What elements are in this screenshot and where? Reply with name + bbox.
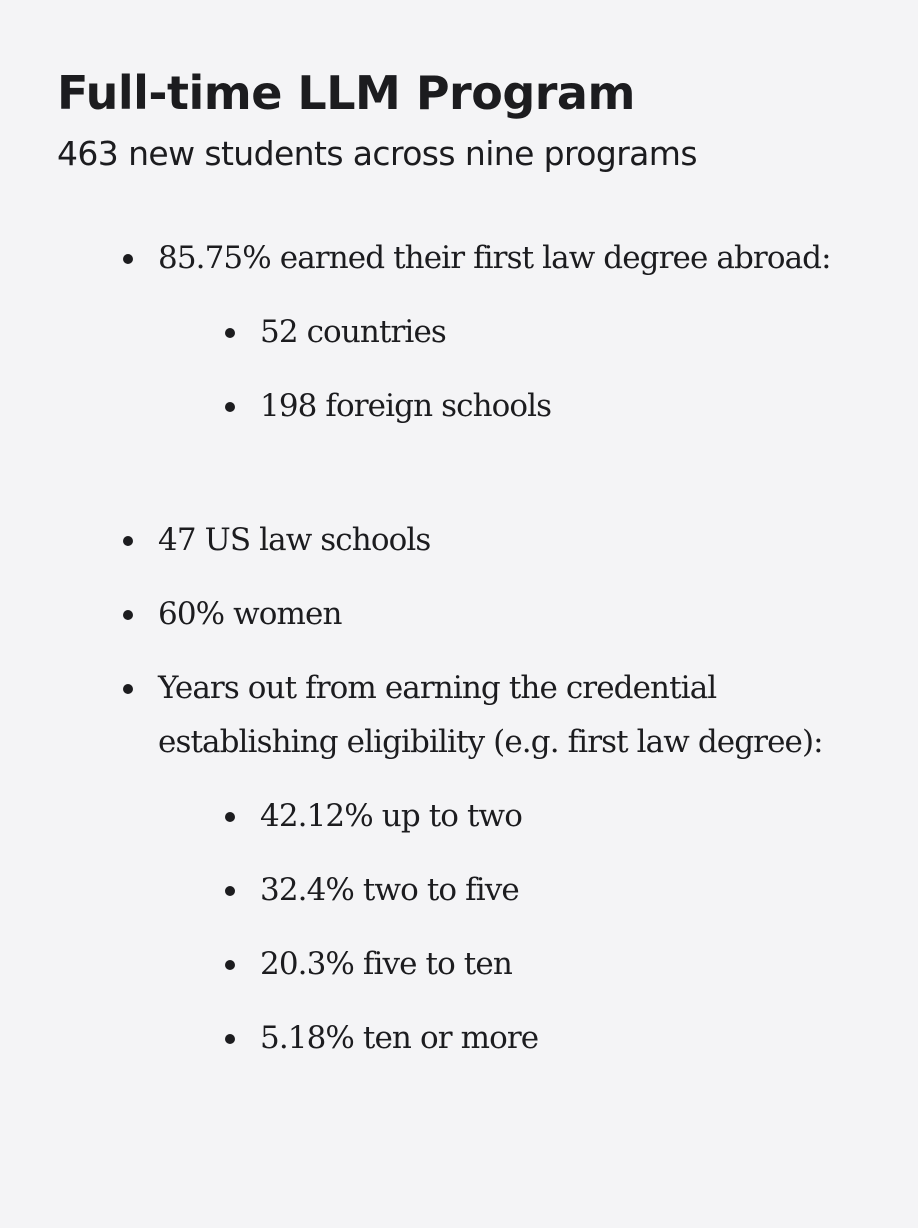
years-out-label: Years out from earning the credential establishing eligibility (e.g. first law degree): xyxy=(158,670,823,760)
list-item-ten-or-more xyxy=(57,1011,918,1065)
list-item-us-law-schools xyxy=(57,513,918,567)
list-item-women xyxy=(57,587,918,641)
countries-label: 52 countries xyxy=(260,314,446,350)
page-title: Full-time LLM Program xyxy=(57,66,635,120)
list-item-countries xyxy=(57,305,918,359)
foreign-schools-label: 198 foreign schools xyxy=(260,388,552,424)
list-item-two-to-five xyxy=(57,863,918,917)
list-item-five-to-ten xyxy=(57,937,918,991)
five-to-ten-label: 20.3% five to ten xyxy=(260,946,512,982)
list-item-up-to-two xyxy=(57,789,918,843)
list-item-foreign-schools xyxy=(57,379,918,433)
list-item-foreign-degree xyxy=(57,231,918,285)
page-subtitle: 463 new students across nine programs xyxy=(57,134,697,173)
women-label: 60% women xyxy=(158,596,342,632)
years-out-sublist xyxy=(57,789,918,1065)
ten-or-more-label: 5.18% ten or more xyxy=(260,1020,539,1056)
foreign-degree-sublist xyxy=(57,305,918,433)
two-to-five-label: 32.4% two to five xyxy=(260,872,519,908)
us-law-schools-label: 47 US law schools xyxy=(158,522,431,558)
stats-list xyxy=(57,231,918,285)
foreign-degree-label: 85.75% earned their first law degree abroad: xyxy=(158,240,831,276)
up-to-two-label: 42.12% up to two xyxy=(260,798,522,834)
spacer xyxy=(57,453,918,513)
list-item-years-out xyxy=(57,661,918,769)
stats-list-continued xyxy=(57,513,918,769)
